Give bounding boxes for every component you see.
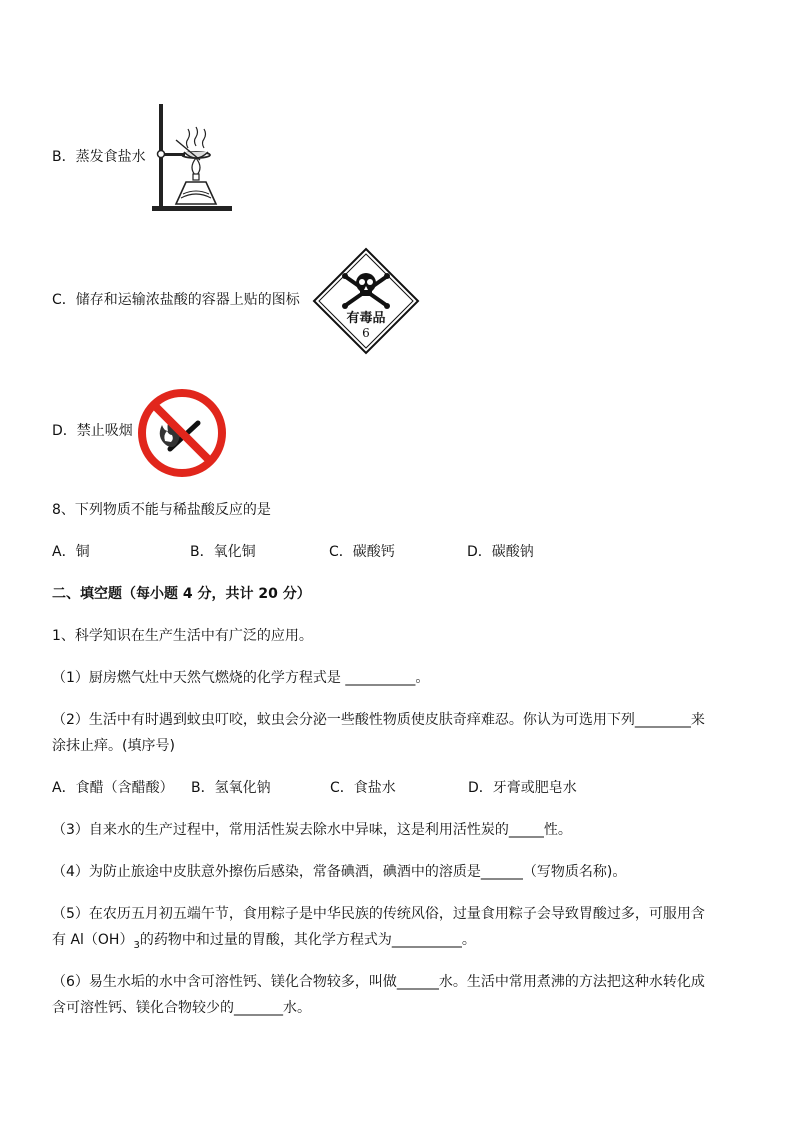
no-smoking-icon xyxy=(136,387,228,479)
s2-q1-part5-line2 xyxy=(52,931,476,955)
s2-q1-part2-option-b: B．氢氧化钠 xyxy=(191,780,271,796)
p5-tail: 的药物中和过量的胃酸，其化学方程式为__________。 xyxy=(139,932,476,948)
q8-option-b: B．氧化铜 xyxy=(190,544,256,560)
s2-q1-part2-option-d: D．牙膏或肥皂水 xyxy=(468,780,577,796)
q8-option-c: C．碳酸钙 xyxy=(329,544,395,560)
s2-q1-part5-line1: （5）在农历五月初五端午节，食用粽子是中华民族的传统风俗，过量食用粽子会导致胃酸过多，可服用含 xyxy=(52,906,705,922)
q8-option-d: D．碳酸钠 xyxy=(467,544,534,560)
q8-stem: 8、下列物质不能与稀盐酸反应的是 xyxy=(52,502,271,518)
s2-q1-part6-line1: （6）易生水垢的水中含可溶性钙、镁化合物较多，叫做______水。生活中常用煮沸的方法把这种水转化成 xyxy=(52,974,705,990)
s2-q1-part3: （3）自来水的生产过程中，常用活性炭去除水中异味，这是利用活性炭的_____性。 xyxy=(52,822,572,838)
evaporation-apparatus-diagram xyxy=(148,100,238,215)
toxic-sign-text: 有毒品 xyxy=(346,311,386,326)
option-c-label: C．储存和运输浓盐酸的容器上贴的图标 xyxy=(52,292,300,308)
toxic-sign-number: 6 xyxy=(362,326,370,340)
option-d-label: D．禁止吸烟 xyxy=(52,423,133,439)
formula-subscript: 3 xyxy=(133,939,140,951)
toxic-hazard-diamond-icon xyxy=(312,247,420,355)
s2-q1-part2-line1: （2）生活中有时遇到蚊虫叮咬，蚊虫会分泌一些酸性物质使皮肤奇痒难忍。你认为可选用下列________来 xyxy=(52,712,705,728)
option-b-label: B．蒸发食盐水 xyxy=(52,149,146,165)
formula-aloh: 有 Al（OH） xyxy=(52,932,134,948)
s2-q1-part4: （4）为防止旅途中皮肤意外擦伤后感染，常备碘酒，碘酒中的溶质是______（写物质名称)。 xyxy=(52,864,627,880)
s2-q1-part2-option-c: C．食盐水 xyxy=(330,780,396,796)
q8-option-a: A．铜 xyxy=(52,544,90,560)
s2-q1-part6-line2: 含可溶性钙、镁化合物较少的_______水。 xyxy=(52,1000,311,1016)
s2-q1-part2-line2: 涂抹止痒。(填序号) xyxy=(52,738,175,754)
s2-q1-part2-option-a: A．食醋（含醋酸） xyxy=(52,780,174,796)
s2-q1-stem: 1、科学知识在生产生活中有广泛的应用。 xyxy=(52,628,313,644)
s2-q1-part1: （1）厨房燃气灶中天然气燃烧的化学方程式是 __________。 xyxy=(52,670,430,686)
section2-heading: 二、填空题（每小题 4 分，共计 20 分） xyxy=(52,586,311,602)
